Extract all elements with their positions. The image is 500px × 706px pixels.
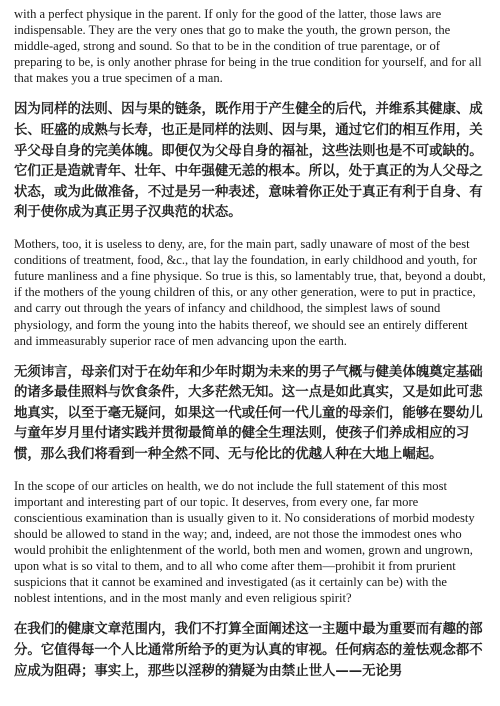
- chinese-paragraph-2: 无须讳言，母亲们对于在幼年和少年时期为未来的男子气概与健美体魄奠定基础的诸多最佳照料与饮食条件，大多茫然无知。这一点是如此真实，又是如此可悲地真实，以至于毫无疑问，如果这一代或任何一代儿童的母亲们，能够在婴幼儿与童年岁月里付诸实践并贯彻最简单的健全生理法则，使孩子们养成相应的习惯，那么我们将看到一种全然不同、无与伦比的优越人种在大地上崛起。: [14, 364, 483, 463]
- english-paragraph-3: In the scope of our articles on health, we do not include the full statement of this most important and interesting part of our topic. It deserves, from every one, far more conscientious examination than is usually given to it. No considerations of morbid modesty should be allowed to stand in the way; and, indeed, are not those the immodest ones who would prohibit the enlightenment of the world, both men and women, grown and ungrown, upon what is so vital to them, and to all who come after them—prohibit it from prurient suspicions that it cannot be examined and investigated (as it certainly can be) with the noblest intentions, and in the most manly and even religious spirit?: [14, 478, 475, 606]
- document-page: [14, 6, 486, 682]
- english-paragraph-1: with a perfect physique in the parent. If only for the good of the latter, those laws are indispensable. They are the very ones that go to make the youth, the grown person, the middle-aged, strong and sound. So that to be in the condition of true parentage, or of preparing to be, is only another phrase for being in the true condition for yourself, and for all that makes you a true specimen of a man.: [14, 7, 482, 86]
- chinese-paragraph-3: 在我们的健康文章范围内，我们不打算全面阐述这一主题中最为重要而有趣的部分。它值得每一个人比通常所给予的更为认真的审视。任何病态的羞怯观念都不应成为阻碍；事实上，那些以淫秽的猜疑为由禁止世人——无论男: [14, 622, 483, 679]
- chinese-paragraph-1: 因为同样的法则、因与果的链条，既作用于产生健全的后代，并维系其健康、成长、旺盛的成熟与长寿，也正是同样的法则、因与果，通过它们的相互作用，关乎父母自身的完美体魄。即便仅为父母自身的福祉，这些法则也是不可或缺的。它们正是造就青年、壮年、中年强健无恙的根本。所以，处于真正的为人父母之状态，或为此做准备，不过是另一种表述，意味着你正处于真正有利于自身、有利于使你成为真正男子汉典范的状态。: [14, 102, 483, 221]
- english-paragraph-2: Mothers, too, it is useless to deny, are, for the main part, sadly unaware of most of the best conditions of treatment, food, &c., that lay the foundation, in early childhood and youth, for future manliness and a fine physique. So true is this, so lamentably true, that, beyond a doubt, if the mothers of the young children of this, or any other generation, were to put in practice, and carry out through the years of infancy and childhood, the simplest laws of sound physiology, and form the young into the habits thereof, we should see an entirely different and immeasurably superior race of men advancing upon the earth.: [14, 237, 486, 348]
